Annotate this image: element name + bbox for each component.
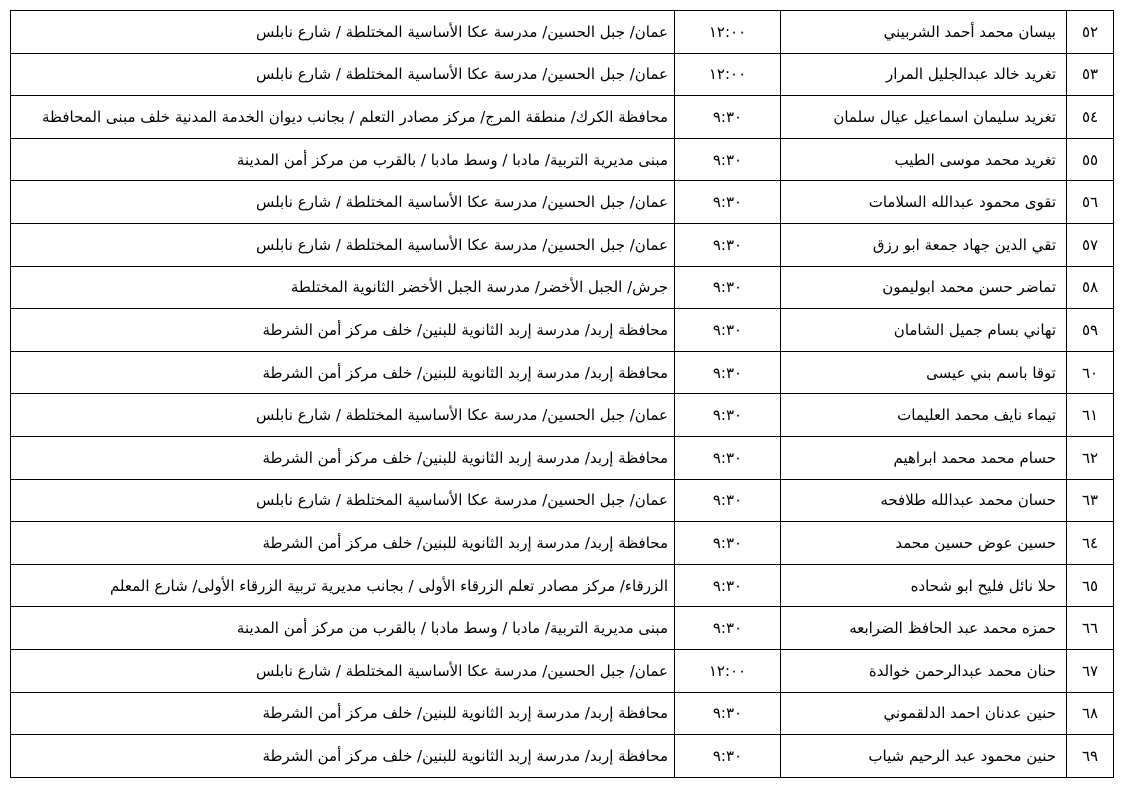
candidate-name: حسان محمد عبدالله طلافحه <box>781 479 1067 522</box>
exam-time: ٩:٣٠ <box>675 522 781 565</box>
exam-location: مبنى مديرية التربية/ مادبا / وسط مادبا / بالقرب من مركز أمن المدينة <box>11 607 675 650</box>
candidate-name: تغريد خالد عبدالجليل المرار <box>781 53 1067 96</box>
exam-location: محافظة إربد/ مدرسة إربد الثانوية للبنين/ خلف مركز أمن الشرطة <box>11 309 675 352</box>
exam-time: ٩:٣٠ <box>675 479 781 522</box>
exam-time: ٩:٣٠ <box>675 607 781 650</box>
candidate-name: حلا نائل فليح ابو شحاده <box>781 564 1067 607</box>
exam-time: ١٢:٠٠ <box>675 53 781 96</box>
row-number: ٦٠ <box>1067 351 1114 394</box>
table-row <box>11 735 1114 778</box>
row-number: ٥٦ <box>1067 181 1114 224</box>
exam-time: ٩:٣٠ <box>675 138 781 181</box>
exam-location: محافظة إربد/ مدرسة إربد الثانوية للبنين/ خلف مركز أمن الشرطة <box>11 692 675 735</box>
exam-time: ٩:٣٠ <box>675 351 781 394</box>
exam-time: ٩:٣٠ <box>675 564 781 607</box>
exam-time: ١٢:٠٠ <box>675 11 781 54</box>
exam-location: عمان/ جبل الحسين/ مدرسة عكا الأساسية المختلطة / شارع نابلس <box>11 53 675 96</box>
exam-location: محافظة إربد/ مدرسة إربد الثانوية للبنين/ خلف مركز أمن الشرطة <box>11 436 675 479</box>
exam-location: مبنى مديرية التربية/ مادبا / وسط مادبا / بالقرب من مركز أمن المدينة <box>11 138 675 181</box>
table-row <box>11 266 1114 309</box>
table-row <box>11 692 1114 735</box>
table-row <box>11 181 1114 224</box>
exam-location: محافظة إربد/ مدرسة إربد الثانوية للبنين/ خلف مركز أمن الشرطة <box>11 522 675 565</box>
row-number: ٦٩ <box>1067 735 1114 778</box>
row-number: ٦٣ <box>1067 479 1114 522</box>
exam-time: ٩:٣٠ <box>675 96 781 139</box>
exam-location: عمان/ جبل الحسين/ مدرسة عكا الأساسية المختلطة / شارع نابلس <box>11 479 675 522</box>
exam-location: جرش/ الجبل الأخضر/ مدرسة الجبل الأخضر الثانوية المختلطة <box>11 266 675 309</box>
exam-time: ٩:٣٠ <box>675 436 781 479</box>
exam-location: عمان/ جبل الحسين/ مدرسة عكا الأساسية المختلطة / شارع نابلس <box>11 649 675 692</box>
exam-location: محافظة إربد/ مدرسة إربد الثانوية للبنين/ خلف مركز أمن الشرطة <box>11 735 675 778</box>
table-row <box>11 53 1114 96</box>
candidate-name: حسام محمد محمد ابراهيم <box>781 436 1067 479</box>
exam-time: ٩:٣٠ <box>675 223 781 266</box>
table-row <box>11 223 1114 266</box>
candidates-table <box>10 10 1114 778</box>
row-number: ٥٩ <box>1067 309 1114 352</box>
exam-location: عمان/ جبل الحسين/ مدرسة عكا الأساسية المختلطة / شارع نابلس <box>11 394 675 437</box>
exam-time: ١٢:٠٠ <box>675 649 781 692</box>
candidates-table-body <box>11 11 1114 778</box>
exam-time: ٩:٣٠ <box>675 394 781 437</box>
table-row <box>11 436 1114 479</box>
exam-time: ٩:٣٠ <box>675 692 781 735</box>
row-number: ٦٥ <box>1067 564 1114 607</box>
table-row <box>11 649 1114 692</box>
exam-location: الزرقاء/ مركز مصادر تعلم الزرقاء الأولى / بجانب مديرية تربية الزرقاء الأولى/ شارع المعلم <box>11 564 675 607</box>
table-row <box>11 11 1114 54</box>
exam-location: محافظة إربد/ مدرسة إربد الثانوية للبنين/ خلف مركز أمن الشرطة <box>11 351 675 394</box>
row-number: ٦١ <box>1067 394 1114 437</box>
candidate-name: تيماء نايف محمد العليمات <box>781 394 1067 437</box>
table-row <box>11 607 1114 650</box>
candidate-name: تقوى محمود عبدالله السلامات <box>781 181 1067 224</box>
candidate-name: تقي الدين جهاد جمعة ابو رزق <box>781 223 1067 266</box>
candidate-name: تهاني بسام جميل الشامان <box>781 309 1067 352</box>
row-number: ٥٧ <box>1067 223 1114 266</box>
exam-location: محافظة الكرك/ منطقة المرج/ مركز مصادر التعلم / بجانب ديوان الخدمة المدنية خلف مبنى المحافظة <box>11 96 675 139</box>
candidate-name: حمزه محمد عبد الحافظ الضرابعه <box>781 607 1067 650</box>
row-number: ٦٨ <box>1067 692 1114 735</box>
candidate-name: تماضر حسن محمد ابوليمون <box>781 266 1067 309</box>
candidate-name: تغريد محمد موسى الطيب <box>781 138 1067 181</box>
table-row <box>11 96 1114 139</box>
row-number: ٦٦ <box>1067 607 1114 650</box>
row-number: ٥٤ <box>1067 96 1114 139</box>
table-row <box>11 564 1114 607</box>
row-number: ٦٤ <box>1067 522 1114 565</box>
exam-time: ٩:٣٠ <box>675 309 781 352</box>
exam-time: ٩:٣٠ <box>675 181 781 224</box>
candidate-name: حنين عدنان احمد الدلقموني <box>781 692 1067 735</box>
exam-time: ٩:٣٠ <box>675 266 781 309</box>
table-row <box>11 351 1114 394</box>
candidate-name: حنان محمد عبدالرحمن خوالدة <box>781 649 1067 692</box>
row-number: ٥٢ <box>1067 11 1114 54</box>
table-row <box>11 138 1114 181</box>
exam-time: ٩:٣٠ <box>675 735 781 778</box>
exam-location: عمان/ جبل الحسين/ مدرسة عكا الأساسية المختلطة / شارع نابلس <box>11 223 675 266</box>
candidate-name: توقا باسم بني عيسى <box>781 351 1067 394</box>
exam-location: عمان/ جبل الحسين/ مدرسة عكا الأساسية المختلطة / شارع نابلس <box>11 181 675 224</box>
row-number: ٥٣ <box>1067 53 1114 96</box>
candidate-name: حنين محمود عبد الرحيم شياب <box>781 735 1067 778</box>
row-number: ٥٨ <box>1067 266 1114 309</box>
row-number: ٥٥ <box>1067 138 1114 181</box>
row-number: ٦٢ <box>1067 436 1114 479</box>
table-row <box>11 479 1114 522</box>
table-row <box>11 309 1114 352</box>
candidate-name: حسين عوض حسين محمد <box>781 522 1067 565</box>
table-row <box>11 522 1114 565</box>
candidate-name: تغريد سليمان اسماعيل عيال سلمان <box>781 96 1067 139</box>
table-row <box>11 394 1114 437</box>
row-number: ٦٧ <box>1067 649 1114 692</box>
exam-location: عمان/ جبل الحسين/ مدرسة عكا الأساسية المختلطة / شارع نابلس <box>11 11 675 54</box>
candidate-name: بيسان محمد أحمد الشربيني <box>781 11 1067 54</box>
